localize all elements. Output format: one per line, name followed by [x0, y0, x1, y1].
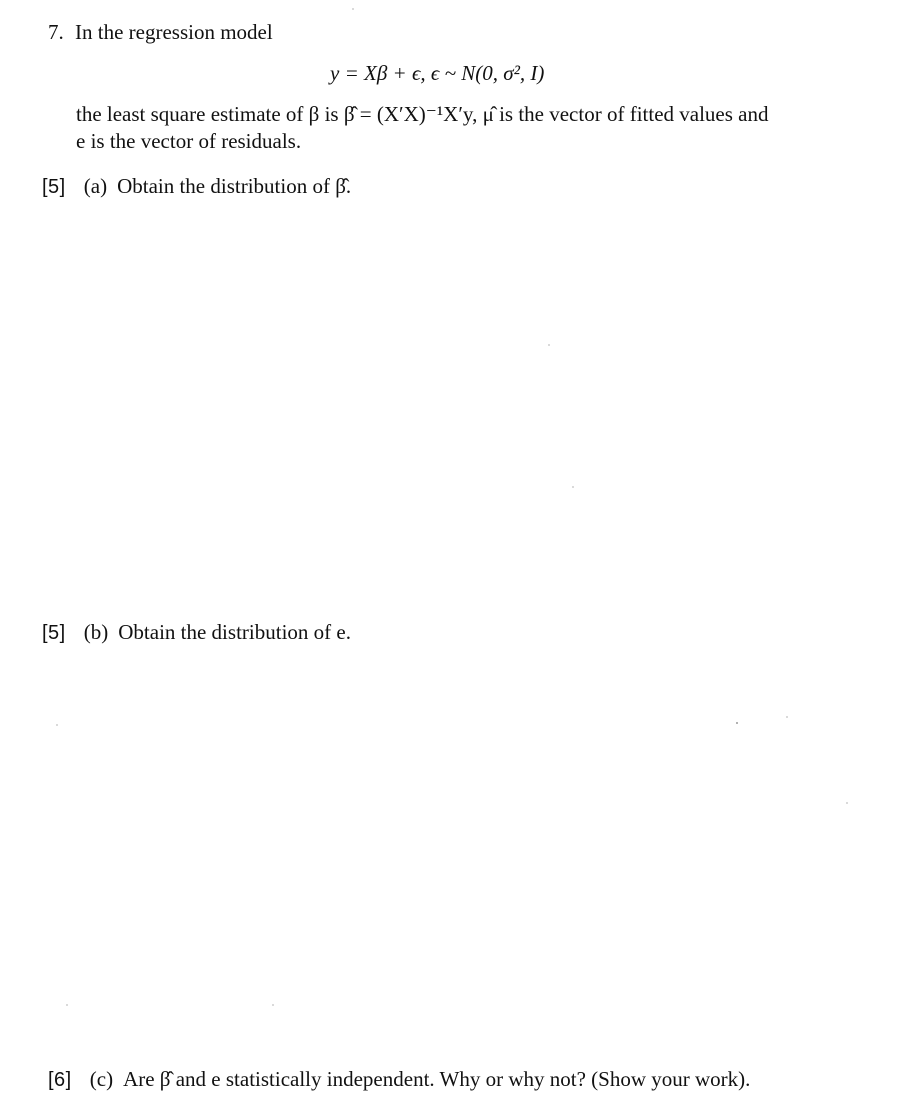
- part-a-label: (a): [83, 174, 108, 198]
- part-b-label: (b): [83, 620, 109, 644]
- scan-speck: [572, 486, 574, 488]
- part-b-marks: [5]: [42, 622, 66, 644]
- part-c: [48, 1069, 750, 1091]
- scan-speck: [736, 722, 738, 724]
- part-b: [42, 622, 351, 644]
- scan-speck: [56, 724, 58, 726]
- part-b-text: Obtain the distribution of e.: [118, 620, 351, 644]
- part-c-label: (c): [89, 1067, 114, 1091]
- scan-speck: [548, 344, 550, 346]
- description-line-1: the least square estimate of β is β̂ = (X′X)⁻¹X′y, μ̂ is the vector of fitted values and: [76, 102, 769, 126]
- model-equation: y = Xβ + ϵ, ϵ ~ N(0, σ², I): [330, 61, 545, 85]
- question-header: [48, 22, 273, 43]
- part-a-marks: [5]: [42, 176, 66, 198]
- part-a-text: Obtain the distribution of β̂.: [117, 174, 352, 198]
- part-c-text: Are β̂ and e statistically independent. Why or why not? (Show your work).: [123, 1067, 751, 1091]
- scan-speck: [272, 1004, 274, 1006]
- question-intro: In the regression model: [75, 20, 273, 44]
- scan-speck: [66, 1004, 68, 1006]
- question-number: 7.: [48, 20, 64, 44]
- scan-speck: [352, 8, 354, 10]
- scan-speck: [786, 716, 788, 718]
- description-line-2: e is the vector of residuals.: [76, 129, 302, 153]
- part-c-marks: [6]: [48, 1069, 72, 1091]
- part-a: [42, 176, 351, 198]
- scan-speck: [846, 802, 848, 804]
